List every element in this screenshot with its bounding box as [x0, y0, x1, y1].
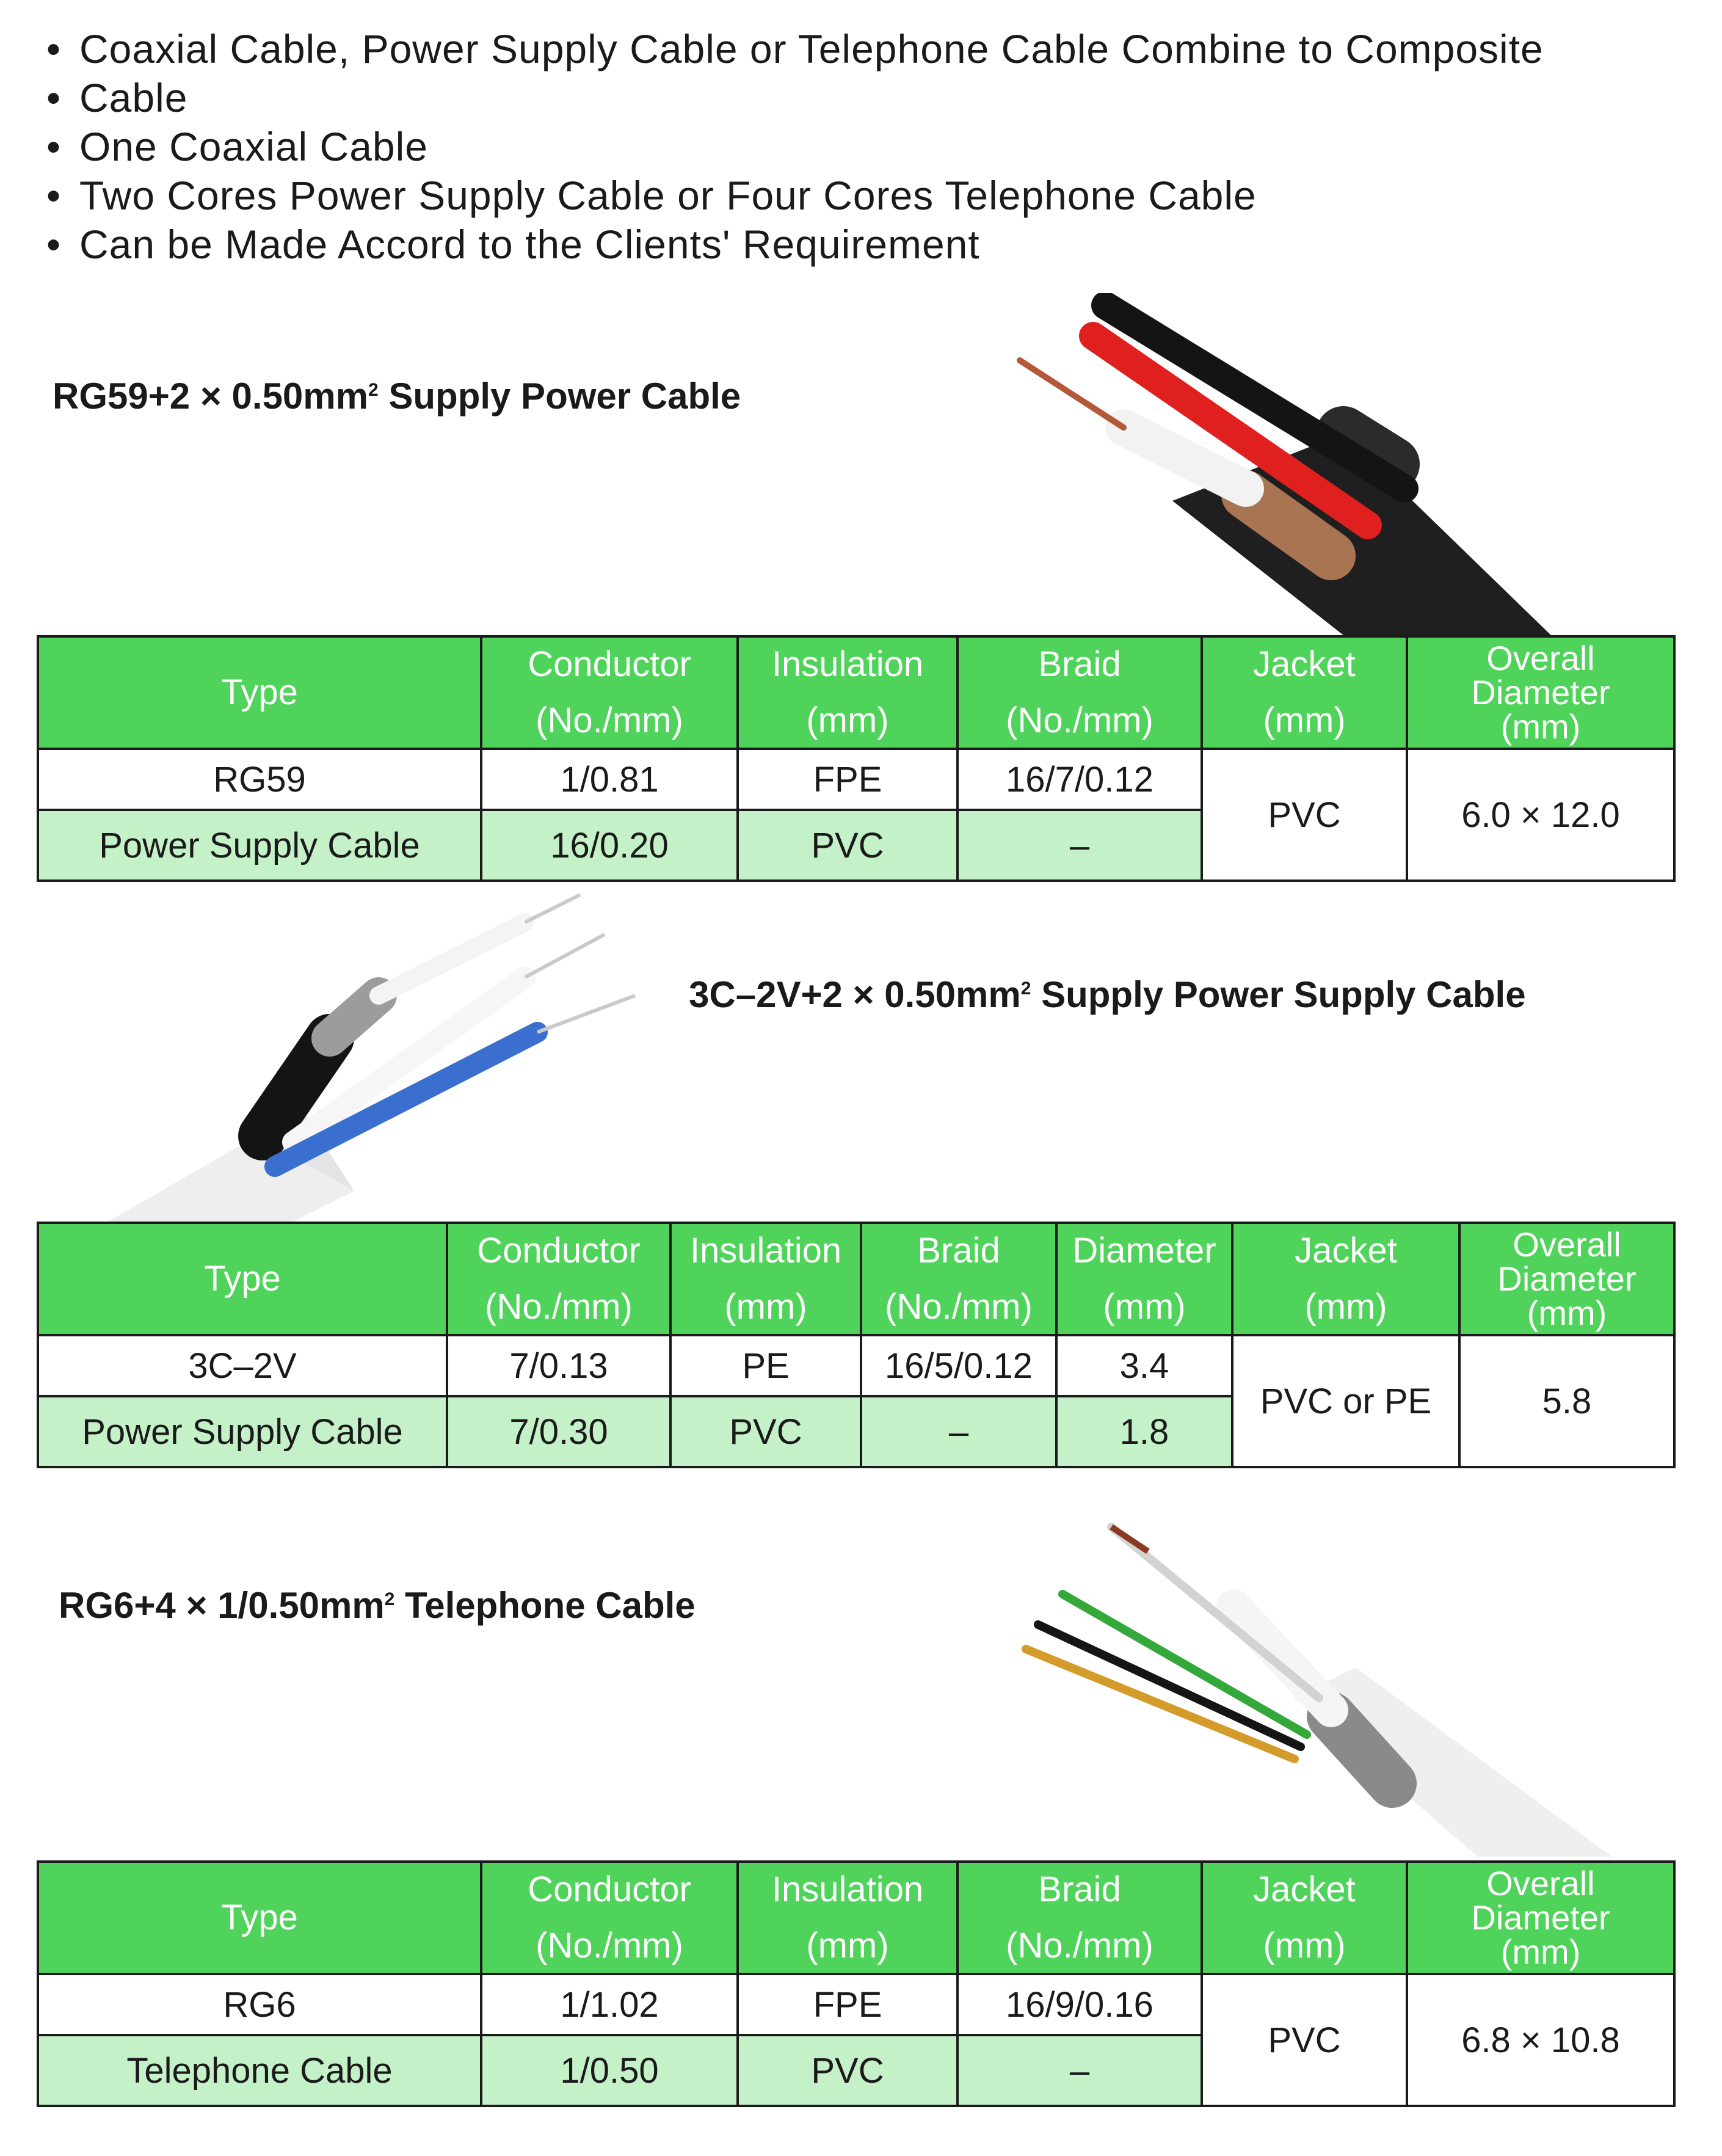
- table-header-row: [38, 1223, 1674, 1335]
- header-conductor: Conductor (No./mm): [447, 1223, 670, 1335]
- header-type: Type: [38, 1223, 447, 1335]
- table-header-row: [38, 1862, 1674, 1974]
- cell-type: RG59: [38, 749, 481, 810]
- cell-braid: 16/9/0.16: [957, 1974, 1202, 2035]
- cell-jacket: PVC: [1202, 1974, 1407, 2106]
- header-conductor: Conductor (No./mm): [481, 636, 738, 749]
- feature-item: • Coaxial Cable, Power Supply Cable or Telephone Cable Combine to Composite: [46, 26, 1544, 71]
- cell-jacket: PVC: [1202, 749, 1407, 881]
- cell-insulation: PVC: [738, 810, 957, 881]
- header-insulation: Insulation (mm): [670, 1223, 861, 1335]
- header-insulation: Insulation (mm): [738, 1862, 957, 1974]
- cell-insulation: PVC: [670, 1396, 861, 1467]
- table-row: [38, 749, 1674, 810]
- cell-type: RG6: [38, 1974, 481, 2035]
- cell-conductor: 1/1.02: [481, 1974, 738, 2035]
- header-jacket: Jacket (mm): [1232, 1223, 1459, 1335]
- cell-type: Power Supply Cable: [38, 1396, 447, 1467]
- header-conductor: Conductor (No./mm): [481, 1862, 738, 1974]
- header-jacket: Jacket (mm): [1202, 636, 1407, 749]
- spec-table-3c2v: [37, 1222, 1676, 1468]
- spec-table-rg59: [37, 635, 1676, 882]
- cell-insulation: FPE: [738, 1974, 957, 2035]
- header-overall-diameter: Overall Diameter (mm): [1459, 1223, 1674, 1335]
- header-insulation: Insulation (mm): [738, 636, 957, 749]
- cell-conductor: 16/0.20: [481, 810, 738, 881]
- cell-insulation: FPE: [738, 749, 957, 810]
- cell-conductor: 1/0.81: [481, 749, 738, 810]
- rg59-power-cable-image: [1001, 293, 1551, 635]
- feature-item: • Can be Made Accord to the Clients' Requirement: [46, 222, 980, 267]
- header-overall-diameter: Overall Diameter (mm): [1407, 636, 1674, 749]
- cell-overall-diameter: 5.8: [1459, 1335, 1674, 1467]
- cell-braid: 16/7/0.12: [957, 749, 1202, 810]
- table-row: [38, 1335, 1674, 1396]
- rg6-telephone-cable-image: [1014, 1515, 1624, 1857]
- header-braid: Braid (No./mm): [957, 1862, 1202, 1974]
- cell-jacket: PVC or PE: [1232, 1335, 1459, 1467]
- section-title-rg59: $RG59+2 \times 0.50mm^2$ Supply Power Cable: [53, 376, 741, 417]
- feature-item: • Two Cores Power Supply Cable or Four Cores Telephone Cable: [46, 173, 1257, 218]
- header-jacket: Jacket (mm): [1202, 1862, 1407, 1974]
- section-title-rg6: $RG6+4 \times 1/0.50mm^2$ Telephone Cable: [59, 1585, 696, 1626]
- cell-type: 3C–2V: [38, 1335, 447, 1396]
- cell-insulation: PE: [670, 1335, 861, 1396]
- cell-type: Telephone Cable: [38, 2035, 481, 2106]
- cell-conductor: 7/0.13: [447, 1335, 670, 1396]
- header-type: Type: [38, 636, 481, 749]
- header-diameter: Diameter (mm): [1056, 1223, 1232, 1335]
- cell-conductor: 1/0.50: [481, 2035, 738, 2106]
- cell-type: Power Supply Cable: [38, 810, 481, 881]
- cell-braid: –: [861, 1396, 1056, 1467]
- cell-diameter: 1.8: [1056, 1396, 1232, 1467]
- cell-braid: –: [957, 2035, 1202, 2106]
- feature-item: • Cable: [46, 75, 188, 120]
- header-braid: Braid (No./mm): [861, 1223, 1056, 1335]
- cell-braid: –: [957, 810, 1202, 881]
- table-row: [38, 1974, 1674, 2035]
- cell-insulation: PVC: [738, 2035, 957, 2106]
- header-braid: Braid (No./mm): [957, 636, 1202, 749]
- 3c2v-power-cable-image: [98, 886, 659, 1228]
- spec-table-rg6: [37, 1860, 1676, 2107]
- header-type: Type: [38, 1862, 481, 1974]
- table-header-row: [38, 636, 1674, 749]
- section-title-3c2v: $3C-2V+2 \times 0.50mm^2$ Supply Power Supply Cable: [689, 974, 1526, 1015]
- cell-diameter: 3.4: [1056, 1335, 1232, 1396]
- cell-braid: 16/5/0.12: [861, 1335, 1056, 1396]
- cell-overall-diameter: 6.8 × 10.8: [1407, 1974, 1674, 2106]
- feature-item: • One Coaxial Cable: [46, 124, 428, 169]
- cell-conductor: 7/0.30: [447, 1396, 670, 1467]
- header-overall-diameter: Overall Diameter (mm): [1407, 1862, 1674, 1974]
- feature-list: [46, 24, 1544, 269]
- cell-overall-diameter: 6.0 × 12.0: [1407, 749, 1674, 881]
